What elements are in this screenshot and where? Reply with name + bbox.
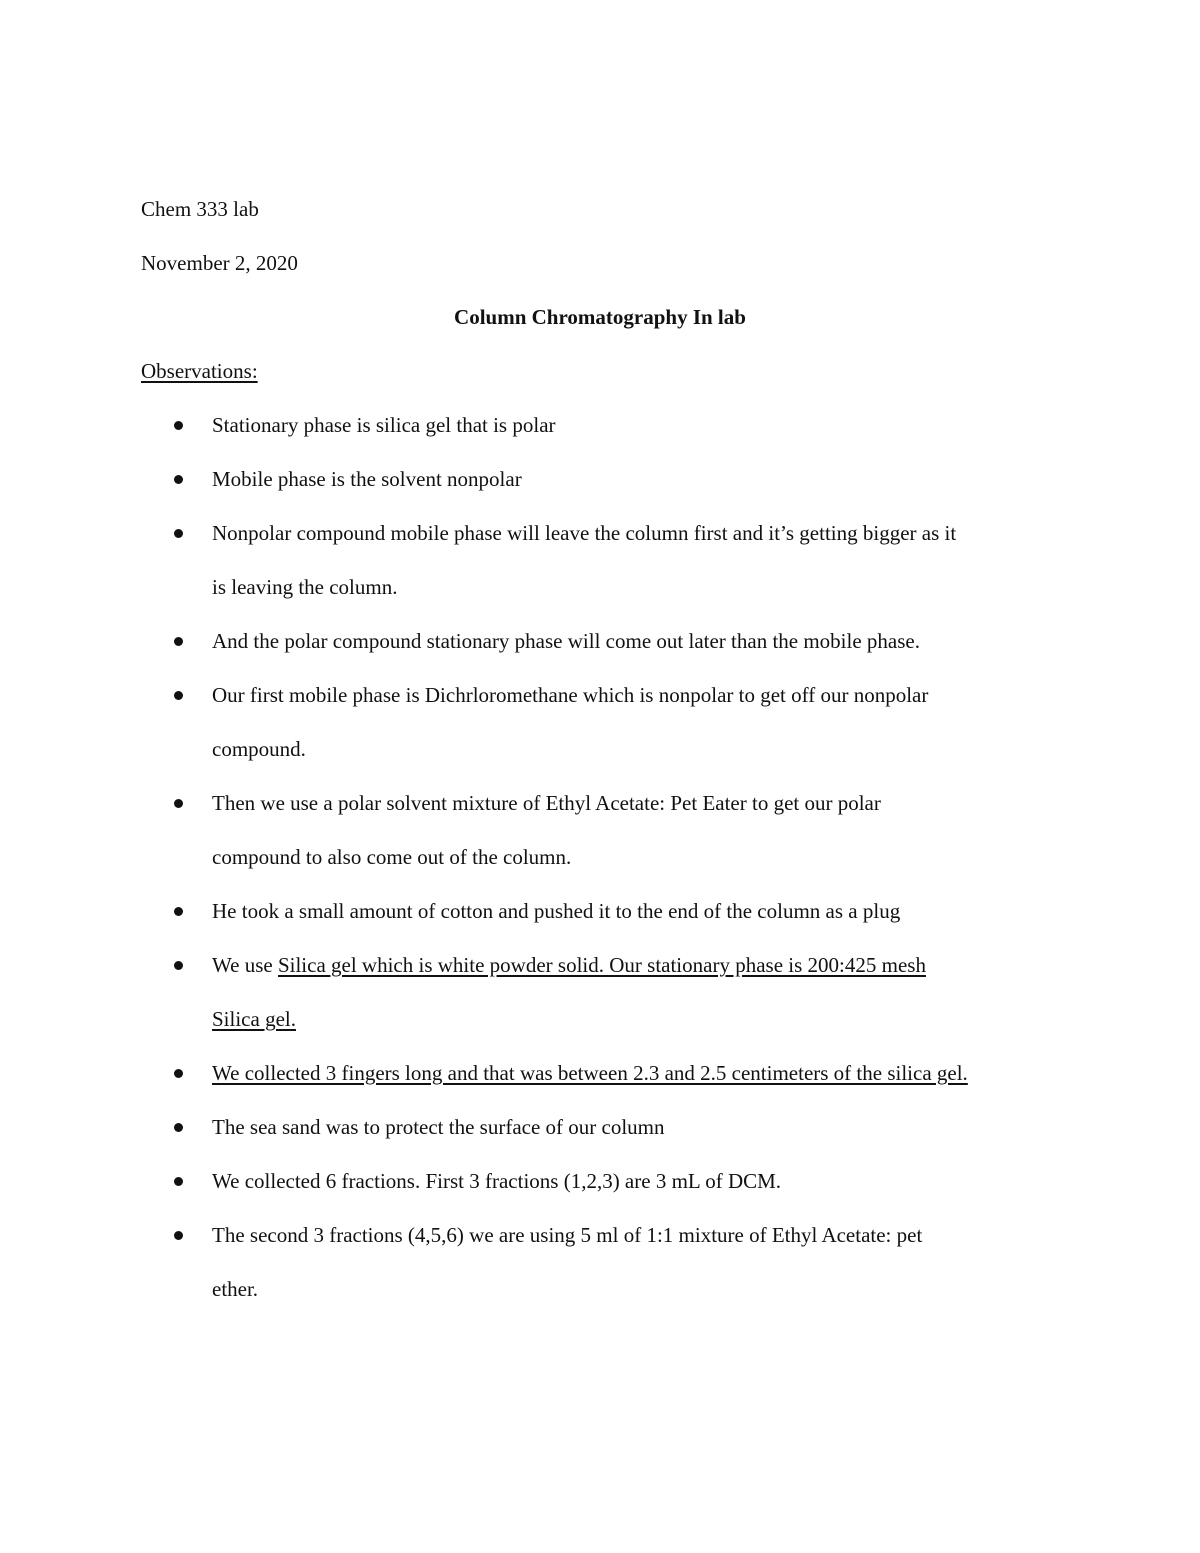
observation-item <box>141 1208 1071 1262</box>
observation-item <box>141 1046 1071 1100</box>
observation-item <box>141 452 1071 506</box>
observation-item <box>141 506 1071 560</box>
bullet-icon <box>174 907 183 916</box>
observation-item <box>141 938 1071 992</box>
bullet-icon <box>174 1069 183 1078</box>
observation-item-continuation <box>141 560 1071 614</box>
observation-text: We collected 6 fractions. First 3 fractions (1,2,3) are 3 mL of DCM. <box>212 1169 782 1193</box>
bullet-icon <box>174 1123 183 1132</box>
observation-item <box>141 1100 1071 1154</box>
bullet-icon <box>174 421 183 430</box>
observation-text: compound. <box>212 737 306 761</box>
bullet-icon <box>174 961 183 970</box>
observation-text: Mobile phase is the solvent nonpolar <box>212 467 522 491</box>
observation-item <box>141 668 1071 722</box>
observation-text: Our first mobile phase is Dichrloromethane which is nonpolar to get off our nonpolar <box>212 683 929 707</box>
observation-text: Then we use a polar solvent mixture of Ethyl Acetate: Pet Eater to get our polar <box>212 791 881 815</box>
observation-item <box>141 776 1071 830</box>
observation-text: Nonpolar compound mobile phase will leave the column first and it’s getting bigger as it <box>212 521 957 545</box>
document-title: Column Chromatography In lab <box>454 305 746 329</box>
underlined-text: Silica gel which is white powder solid. Our stationary phase is 200:425 mesh <box>277 953 926 977</box>
bullet-icon <box>174 529 183 538</box>
observation-text: The sea sand was to protect the surface of our column <box>212 1115 665 1139</box>
observation-item <box>141 398 1071 452</box>
observation-item <box>141 614 1071 668</box>
observation-text: compound to also come out of the column. <box>212 845 572 869</box>
observation-text: He took a small amount of cotton and pushed it to the end of the column as a plug <box>212 899 901 923</box>
observation-text: We use <box>212 953 278 977</box>
observations-list <box>141 398 1071 1316</box>
document-date: November 2, 2020 <box>141 251 298 275</box>
observation-item-continuation <box>141 722 1071 776</box>
observation-item <box>141 1154 1071 1208</box>
observation-text: Stationary phase is silica gel that is polar <box>212 413 556 437</box>
observations-heading: Observations: <box>141 359 258 383</box>
observation-item-continuation <box>141 992 1071 1046</box>
observation-item <box>141 884 1071 938</box>
bullet-icon <box>174 637 183 646</box>
observation-text: The second 3 fractions (4,5,6) we are using 5 ml of 1:1 mixture of Ethyl Acetate: pet <box>212 1223 923 1247</box>
observation-text: And the polar compound stationary phase will come out later than the mobile phase. <box>212 629 920 653</box>
observation-text: is leaving the column. <box>212 575 398 599</box>
course-name: Chem 333 lab <box>141 197 259 221</box>
bullet-icon <box>174 1177 183 1186</box>
observation-item-continuation <box>141 1262 1071 1316</box>
observation-item-continuation <box>141 830 1071 884</box>
bullet-icon <box>174 799 183 808</box>
bullet-icon <box>174 475 183 484</box>
document-body <box>141 182 1071 1316</box>
underlined-text: We collected 3 fingers long and that was between 2.3 and 2.5 centimeters of the silica gel. <box>212 1061 968 1085</box>
underlined-text: Silica gel. <box>212 1007 296 1031</box>
bullet-icon <box>174 691 183 700</box>
observation-text: ether. <box>212 1277 259 1301</box>
bullet-icon <box>174 1231 183 1240</box>
